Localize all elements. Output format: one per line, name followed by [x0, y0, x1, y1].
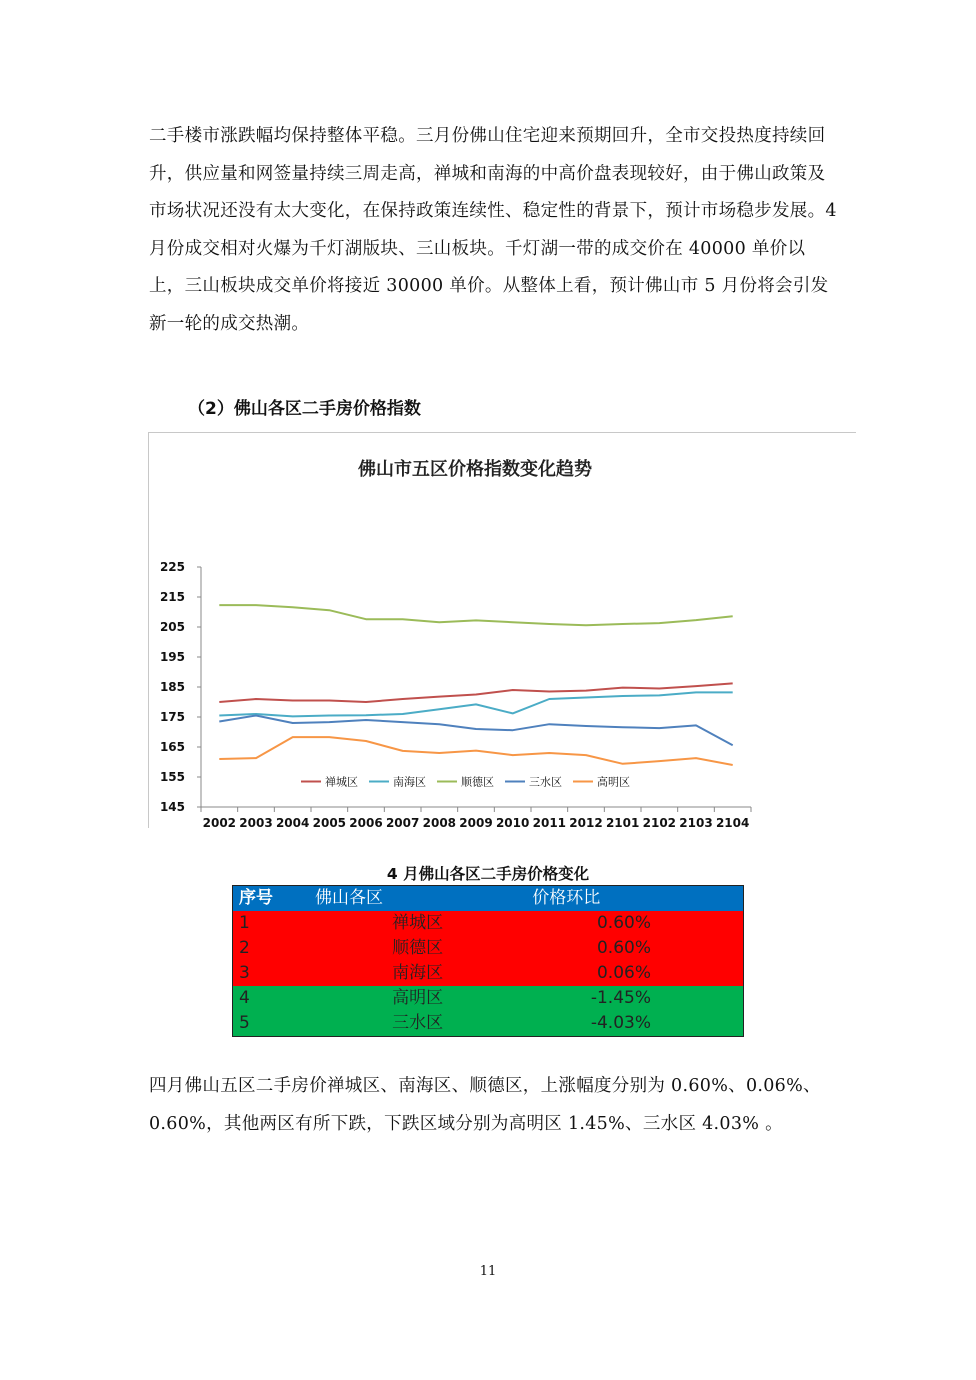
row-district: 三水区 [392, 1013, 444, 1033]
x-tick-label: 2007 [385, 816, 420, 829]
x-tick-label: 2011 [532, 816, 567, 829]
x-tick-label: 2006 [349, 816, 383, 829]
y-tick-label: 185 [159, 680, 185, 694]
series-line [219, 605, 732, 625]
row-index: 2 [239, 938, 250, 958]
table-title: 4 月佛山各区二手房价格变化 [386, 865, 590, 883]
x-tick-label: 2009 [459, 816, 493, 829]
y-tick-label: 205 [159, 620, 185, 634]
series-line [219, 737, 732, 765]
table-header-row [233, 886, 744, 912]
table-row [233, 936, 744, 961]
legend-label: 南海区 [393, 775, 426, 789]
legend-label: 禅城区 [325, 775, 358, 789]
x-tick-label: 2008 [422, 816, 457, 829]
table-row [233, 961, 744, 986]
x-tick-label: 2101 [605, 816, 640, 829]
legend-label: 三水区 [529, 775, 562, 789]
y-tick-label: 215 [159, 590, 185, 604]
chart-series [219, 605, 732, 765]
row-change: -1.45% [590, 988, 651, 1008]
x-tick-label: 2012 [569, 816, 603, 829]
paragraph-market-summary: 二手楼市涨跌幅均保持整体平稳。三月份佛山住宅迎来预期回升，全市交投热度持续回升，供应量和网签量持续三周走高，禅城和南海的中高价盘表现较好，由于佛山政策及市场状况还没有太大变化，在保持政策连续性、稳定性的背景下，预计市场稳步发展。4月份成交相对火爆为千灯湖版块、三山板块。千灯湖一带的成交价在 40000 单价以上，三山板块成交单价将接近 30000 单价。从整体上看，预计佛山市 5 月份将会引发新一轮的成交热潮。 [149, 126, 837, 334]
row-index: 4 [239, 988, 250, 1008]
x-tick-label: 2003 [239, 816, 273, 829]
series-line [219, 716, 732, 746]
x-tick-label: 2004 [275, 816, 310, 829]
row-district: 禅城区 [392, 913, 444, 933]
chart-frame [148, 432, 856, 828]
row-change: 0.60% [596, 913, 651, 933]
row-index: 3 [239, 963, 250, 983]
y-tick-label: 195 [159, 650, 185, 664]
row-district: 高明区 [392, 988, 444, 1008]
row-change: 0.06% [596, 963, 651, 983]
table-row [233, 986, 744, 1011]
chart-title: 佛山市五区价格指数变化趋势 [358, 459, 592, 480]
x-tick-label: 2005 [312, 816, 347, 829]
y-tick-label: 155 [159, 770, 185, 784]
header-district: 佛山各区 [315, 888, 383, 908]
row-change: 0.60% [596, 938, 651, 958]
x-tick-label: 2102 [642, 816, 677, 829]
x-tick-label: 2002 [202, 816, 237, 829]
section-heading: （2）佛山各区二手房价格指数 [188, 399, 421, 419]
header-change: 价格环比 [532, 888, 601, 908]
price-change-table [232, 885, 744, 1037]
y-tick-label: 165 [159, 740, 185, 754]
row-district: 顺德区 [392, 938, 444, 958]
legend-label: 高明区 [597, 775, 630, 789]
row-district: 南海区 [392, 963, 444, 983]
legend-label: 顺德区 [461, 775, 494, 789]
x-tick-label: 2010 [495, 816, 530, 829]
x-tick-label: 2104 [715, 816, 750, 829]
x-tick-label: 2103 [679, 816, 713, 829]
row-change: -4.03% [590, 1013, 651, 1033]
chart-legend [301, 775, 630, 789]
y-tick-label: 175 [159, 710, 185, 724]
y-tick-label: 145 [159, 800, 185, 814]
price-index-line-chart [149, 433, 857, 829]
series-line [219, 692, 732, 716]
series-line [219, 683, 732, 702]
y-tick-label: 225 [159, 560, 185, 574]
paragraph-district-changes: 四月佛山五区二手房价禅城区、南海区、顺德区，上涨幅度分别为 0.60%、0.06%、0.60%，其他两区有所下跌，下跌区域分别为高明区 1.45%、三水区 4.03% 。 [149, 1076, 821, 1134]
header-index: 序号 [239, 888, 273, 908]
row-index: 5 [239, 1013, 250, 1033]
table-row [233, 1011, 744, 1037]
page-number: 11 [479, 1264, 497, 1279]
table-row [233, 911, 744, 936]
row-index: 1 [239, 913, 250, 933]
